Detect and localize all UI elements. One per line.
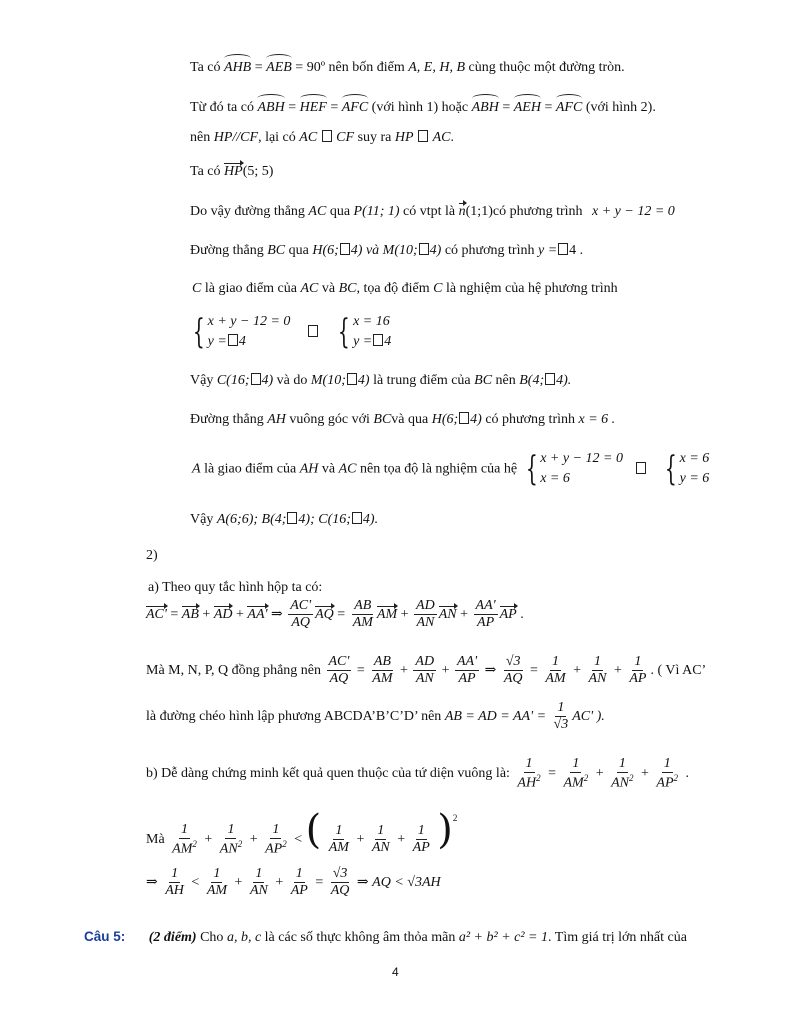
equation: y = — [207, 334, 227, 350]
vector-equation: AC' = AB + AD + AA' ⇒ $\frac{AC'}{AQ}$ AQ = $\frac{AB}{AM}$ AM + $\frac{AD}{AN}$ AN + $\frac{AA'}{AP}$ AP . — [146, 598, 524, 631]
line-4 — [190, 164, 273, 181]
missing-glyph-icon — [251, 373, 261, 385]
fraction: $\frac{AA'}{AP}$ — [475, 598, 496, 631]
math: AH — [299, 461, 319, 477]
text: là trung điểm của — [373, 373, 471, 388]
equation: x + y − 12 = 0 — [207, 314, 291, 329]
line-17 — [146, 700, 605, 733]
math: 4) — [357, 373, 370, 388]
text: Ta có — [190, 60, 221, 75]
text: (với hình 2). — [585, 100, 656, 115]
brace-icon: { — [192, 312, 205, 353]
math: AC — [338, 461, 357, 477]
vector: AA' — [247, 606, 268, 622]
text: (với hình 1) hoặc — [371, 100, 469, 115]
text: . — [450, 130, 454, 145]
vector: AM — [376, 606, 398, 622]
text: nên — [495, 373, 516, 388]
math: C — [192, 281, 202, 296]
brace-icon: { — [664, 449, 677, 490]
angle-arc: HEF — [299, 100, 327, 115]
math: A(6;6); B(4; — [216, 512, 287, 527]
math: HP//CF — [213, 130, 259, 145]
text: Ta có — [190, 164, 221, 179]
missing-glyph-icon — [636, 462, 646, 474]
equation: AQ < √3AH — [372, 874, 441, 890]
math: BC — [474, 373, 493, 388]
text: b) Dễ dàng chứng minh kết quả quen thuộc của tứ diện vuông là: — [146, 766, 510, 782]
math: CF — [336, 130, 355, 145]
equation: x = 6 — [540, 471, 570, 487]
line-18: b) Dễ dàng chứng minh kết quả quen thuộc của tứ diện vuông là: $\frac{1}{AH^2}$ = $\frac{1}{AM^2}$ + $\frac{1}{AN^2}$ + $\frac{1}{AP^2}$ . — [146, 756, 690, 791]
math: H(6; — [431, 412, 459, 427]
math: M(10; — [310, 373, 346, 388]
equation: x = 6 — [679, 451, 710, 466]
missing-glyph-icon — [228, 334, 238, 346]
text: là giao điểm của — [204, 281, 297, 296]
math: 4); C(16; — [298, 512, 351, 527]
section-2-label: 2) — [146, 548, 158, 563]
fraction: $\frac{1}{AM^2}$ — [172, 821, 197, 857]
fraction: $\frac{1}{AH^2}$ — [517, 756, 541, 791]
text: nên tọa độ là nghiệm của hệ — [359, 461, 518, 477]
math: AH — [267, 412, 286, 427]
fraction: $\frac{1}{AP^2}$ — [656, 756, 679, 791]
fraction: $\frac{1}{AM}$ — [328, 823, 349, 856]
text: vuông góc với — [289, 412, 370, 427]
page-number: 4 — [392, 965, 399, 979]
math: BC — [373, 412, 392, 427]
angle-arc: AEB — [266, 60, 292, 75]
line-20: ⇒ $\frac{1}{AH}$ < $\frac{1}{AM}$ + $\frac{1}{AN}$ + $\frac{1}{AP}$ = $\frac{√3}{AQ}$ ⇒ AQ < √3AH — [146, 866, 441, 899]
fraction: $\frac{1}{AP^2}$ — [265, 821, 287, 857]
text: Vậy — [190, 373, 214, 388]
text: . ( Vì AC’ — [650, 662, 707, 678]
text: Do vậy đường thẳng — [190, 204, 305, 219]
angle-arc: ABH — [257, 100, 285, 115]
text: có vtpt là — [403, 204, 456, 219]
text: và — [321, 461, 336, 477]
fraction: $\frac{AC'}{AQ}$ — [328, 654, 350, 687]
math: 4) — [350, 243, 363, 258]
missing-glyph-icon — [545, 373, 555, 385]
angle-arc: AFC — [341, 100, 369, 115]
fraction: $\frac{1}{AH}$ — [165, 866, 184, 899]
math: (5; 5) — [242, 164, 274, 179]
text: có phương trình — [444, 243, 535, 258]
fraction: $\frac{√3}{AQ}$ — [503, 654, 523, 687]
fraction: $\frac{1}{AN}$ — [588, 654, 607, 687]
missing-glyph-icon — [308, 325, 318, 337]
fraction: $\frac{AA'}{AP}$ — [457, 654, 478, 687]
math: 4). — [362, 512, 379, 527]
points-label: (2 điểm) — [148, 930, 197, 945]
fraction: $\frac{AD}{AN}$ — [416, 598, 435, 631]
line-10 — [190, 412, 615, 429]
missing-glyph-icon — [418, 130, 428, 142]
text: , lại có — [258, 130, 296, 145]
missing-glyph-icon — [419, 243, 429, 255]
line-7 — [192, 281, 618, 298]
fraction: $\frac{1}{√3}$ — [553, 700, 569, 733]
line-11 — [192, 449, 709, 490]
fraction: $\frac{1}{AM}$ — [545, 654, 566, 687]
math: a, b, c — [226, 930, 262, 945]
missing-glyph-icon — [347, 373, 357, 385]
text: Đường thẳng — [190, 412, 264, 427]
text: có phương trình — [492, 204, 583, 219]
math: H(6; — [312, 243, 339, 258]
fraction: $\frac{AD}{AN}$ — [415, 654, 435, 687]
text: qua — [329, 204, 351, 219]
text: . Tìm giá trị lớn nhất của — [548, 930, 687, 945]
question-5 — [84, 929, 687, 947]
line-16: Mà M, N, P, Q đồng phẳng nên $\frac{AC'}{AQ}$ = $\frac{AB}{AM}$ + $\frac{AD}{AN}$ + $\frac{AA'}{AP}$ ⇒ $\frac{√3}{AQ}$ = $\frac{1}{AM}$ + $\frac{1}{AN}$ + $\frac{1}{AP}$ . ( Vì AC’ — [146, 654, 707, 687]
text: Vậy — [190, 512, 214, 527]
fraction: $\frac{1}{AM^2}$ — [563, 756, 589, 791]
math: 4 . — [569, 243, 584, 258]
math: 4) — [261, 373, 274, 388]
paren-left-icon: ( — [305, 807, 322, 853]
math: BC — [338, 281, 357, 296]
missing-glyph-icon — [352, 512, 362, 524]
paren-right-icon: ) — [437, 807, 453, 853]
line-19: Mà $\frac{1}{AM^2}$ + $\frac{1}{AN^2}$ + $\frac{1}{AP^2}$ < ( $\frac{1}{AM}$ + $\frac{1}{AN}$ + $\frac{1}{AP}$ )$^2$ — [146, 807, 458, 857]
vector: AP — [499, 606, 517, 622]
text: có phương trình — [485, 412, 575, 427]
missing-glyph-icon — [459, 412, 469, 424]
text: và — [321, 281, 336, 296]
text: và do — [276, 373, 308, 388]
line-12 — [190, 512, 378, 529]
vector: AQ — [315, 606, 334, 622]
equation-system-1 — [188, 312, 391, 353]
math: C(16; — [216, 373, 250, 388]
brace-icon: { — [338, 312, 351, 353]
text: nên — [190, 130, 211, 145]
math: AC — [432, 130, 451, 145]
fraction: $\frac{1}{AN^2}$ — [611, 756, 634, 791]
vector: n — [458, 204, 466, 219]
angle-arc: AEH — [513, 100, 541, 115]
fraction: $\frac{1}{AP}$ — [290, 866, 308, 899]
math: 4 — [384, 334, 392, 350]
text: là giao điểm của — [204, 461, 297, 477]
text: qua — [288, 243, 309, 258]
text: cùng thuộc một đường tròn. — [468, 60, 625, 75]
math: M(10; — [382, 243, 418, 258]
math: (1;1) — [465, 204, 493, 219]
missing-glyph-icon — [373, 334, 383, 346]
vector: AN — [438, 606, 457, 622]
vector: AD — [213, 606, 233, 622]
text: là đường chéo hình lập phương ABCDA’B’C’D’ nên — [146, 708, 442, 724]
math: AC — [308, 204, 327, 219]
text: và qua — [391, 412, 429, 427]
equation: y = — [353, 334, 373, 350]
line-3 — [190, 130, 454, 147]
math: C — [433, 281, 443, 296]
math: 4). — [556, 373, 572, 388]
vector: AB — [181, 606, 199, 622]
text: Mà M, N, P, Q đồng phẳng nên — [146, 662, 321, 678]
equation: a² + b² + c² = 1 — [458, 930, 549, 945]
text: Từ đó ta có — [190, 100, 254, 115]
part-a-heading: a) Theo quy tắc hình hộp ta có: — [148, 580, 323, 595]
math: A — [192, 461, 201, 477]
fraction: $\frac{1}{AP}$ — [412, 823, 430, 856]
text: Cho — [200, 930, 224, 945]
fraction: $\frac{1}{AN}$ — [371, 823, 390, 856]
math: 4 — [238, 334, 246, 350]
vector: HP — [224, 164, 243, 179]
text: và — [365, 243, 380, 258]
fraction: $\frac{AB}{AM}$ — [352, 598, 373, 631]
vector: AC' — [146, 606, 167, 622]
text: là nghiệm của hệ phương trình — [445, 281, 618, 296]
line-6 — [190, 243, 583, 260]
angle-arc: AHB — [224, 60, 252, 75]
missing-glyph-icon — [558, 243, 568, 255]
points: A, E, H, B — [408, 60, 466, 75]
math: P(11; 1) — [353, 204, 400, 219]
math: AC — [299, 130, 318, 145]
text: = 90º nên bốn điểm — [295, 60, 405, 75]
question-label: Câu 5: — [84, 929, 126, 944]
text: Mà — [146, 832, 165, 847]
math: HP — [394, 130, 414, 145]
fraction: $\frac{1}{AM}$ — [206, 866, 228, 899]
line-2: Từ đó ta có ABH = HEF = AFC (với hình 1) hoặc ABH = AEH = AFC (với hình 2). — [190, 100, 656, 115]
text: Đường thẳng — [190, 243, 264, 258]
math: AC — [300, 281, 319, 296]
fraction: $\frac{1}{AN^2}$ — [219, 821, 243, 857]
equation: AB = AD = AA' = — [444, 708, 547, 724]
math: BC — [267, 243, 286, 258]
fraction: $\frac{1}{AP}$ — [629, 654, 647, 687]
angle-arc: AFC — [555, 100, 583, 115]
missing-glyph-icon — [340, 243, 350, 255]
line-1: Ta có AHB = AEB = 90º nên bốn điểm A, E, H, B cùng thuộc một đường tròn. — [190, 60, 625, 75]
text: là các số thực không âm thỏa mãn — [264, 930, 456, 945]
equation: x = 6 . — [578, 412, 616, 427]
math: AC' ). — [572, 708, 605, 724]
angle-arc: ABH — [471, 100, 499, 115]
fraction: $\frac{√3}{AQ}$ — [330, 866, 350, 899]
math: B(4; — [519, 373, 545, 388]
equation: y = — [537, 243, 558, 258]
equation: x + y − 12 = 0 — [592, 204, 675, 219]
line-5 — [190, 204, 675, 221]
line-9 — [190, 373, 571, 390]
math: 4) — [470, 412, 482, 427]
missing-glyph-icon — [322, 130, 332, 142]
missing-glyph-icon — [287, 512, 297, 524]
brace-icon: { — [525, 449, 538, 490]
fraction: $\frac{AB}{AM}$ — [372, 654, 393, 687]
equation: x = 16 — [353, 314, 390, 329]
fraction: $\frac{1}{AN}$ — [249, 866, 268, 899]
fraction: $\frac{AC'}{AQ}$ — [290, 598, 312, 631]
equation: x + y − 12 = 0 — [540, 451, 623, 466]
math: 4) — [429, 243, 442, 258]
equation: y = 6 — [679, 471, 710, 487]
text: , tọa độ điểm — [356, 281, 430, 296]
text: suy ra — [357, 130, 392, 145]
